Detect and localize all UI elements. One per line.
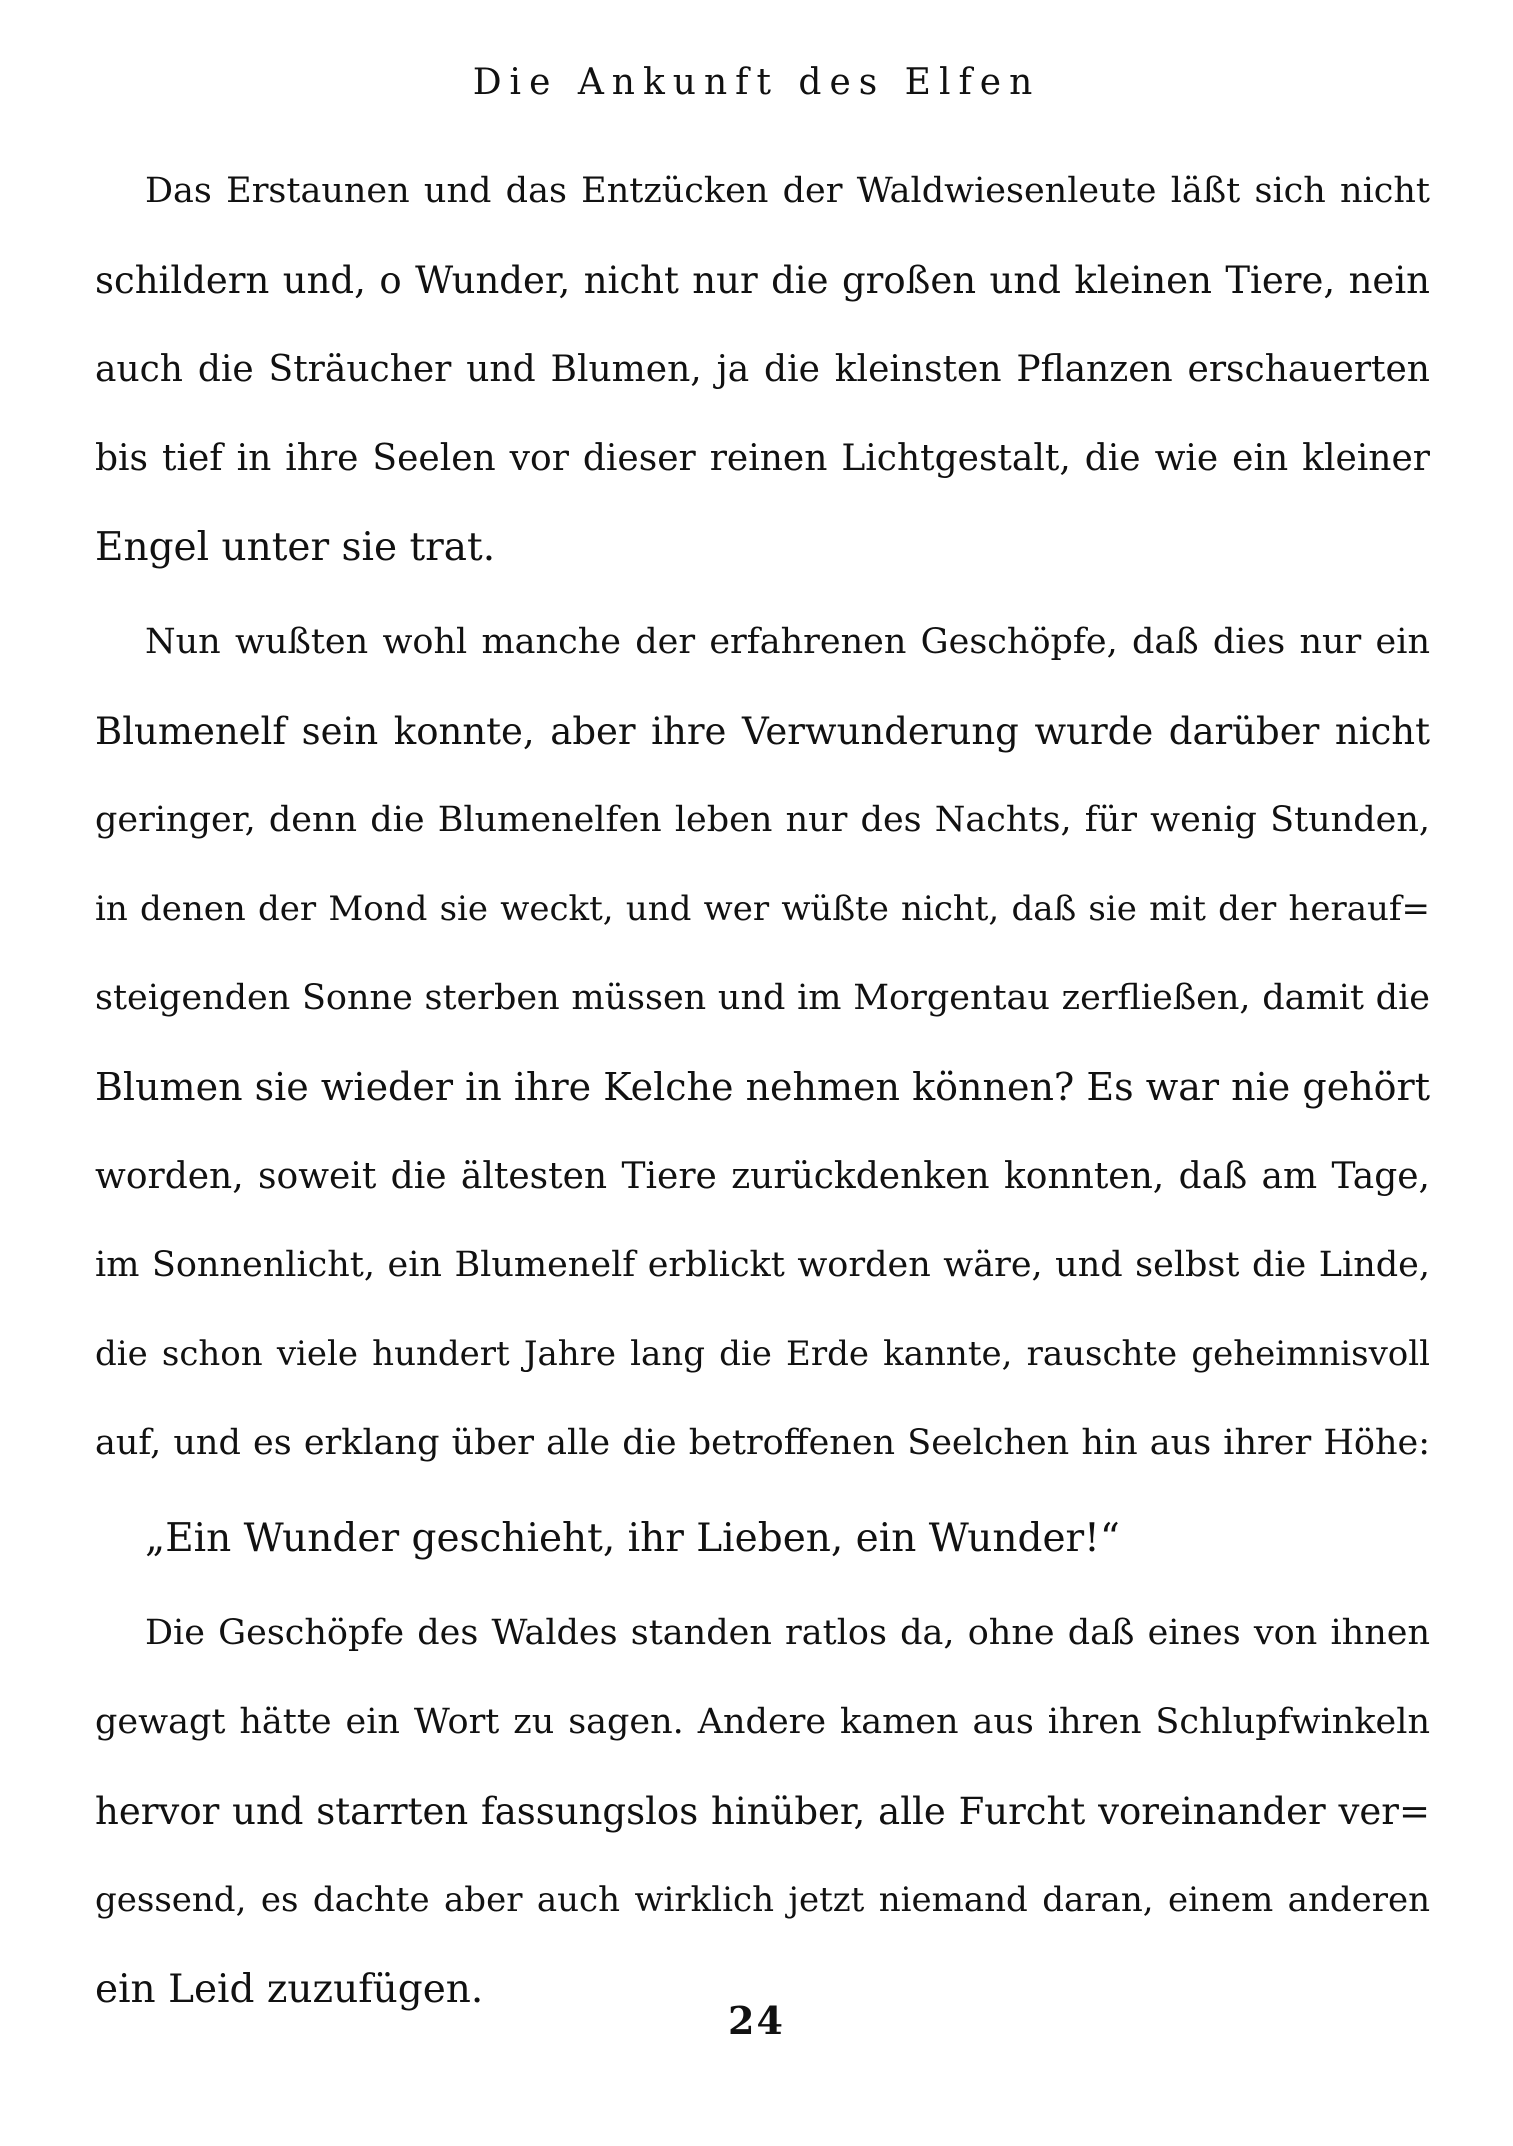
page-number: 24 (728, 1998, 785, 2043)
text-line: Das Erstaunen und das Entzücken der Waldwiesenleute läßt sich nicht (145, 171, 1430, 211)
text-line: in denen der Mond sie weckt, und wer wüßte nicht, daß sie mit der herauf= (95, 889, 1430, 929)
text-line: „Ein Wunder geschieht, ihr Lieben, ein Wunder!“ (145, 1516, 1120, 1561)
text-line: worden, soweit die ältesten Tiere zurückdenken konnten, daß am Tage, (95, 1156, 1430, 1197)
running-head: Die Ankunft des Elfen (472, 62, 1041, 103)
paragraph-2 (95, 598, 1430, 1488)
text-line: auf, und es erklang über alle die betroffenen Seelchen hin aus ihrer Höhe: (95, 1423, 1430, 1463)
text-line: ein Leid zuzufügen. (95, 1967, 484, 2012)
text-line: auch die Sträucher und Blumen, ja die kleinsten Pflanzen erschauerten (95, 349, 1430, 390)
paragraph-4 (95, 1589, 1430, 2034)
text-line: Nun wußten wohl manche der erfahrenen Geschöpfe, daß dies nur ein (145, 622, 1430, 662)
text-line: gewagt hätte ein Wort zu sagen. Andere kamen aus ihren Schlupfwinkeln (95, 1702, 1430, 1742)
paragraph-1 (95, 147, 1430, 592)
text-line: hervor und starrten fassungslos hinüber, alle Furcht voreinander ver= (95, 1790, 1430, 1833)
text-line: steigenden Sonne sterben müssen und im Morgentau zerfließen, damit die (95, 978, 1430, 1018)
body-text (95, 147, 1430, 2034)
text-line: Engel unter sie trat. (95, 525, 496, 570)
text-line: Die Geschöpfe des Waldes standen ratlos da, ohne daß eines von ihnen (145, 1613, 1430, 1653)
paragraph-3 (95, 1494, 1430, 1583)
text-line: Blumenelf sein konnte, aber ihre Verwunderung wurde darüber nicht (95, 710, 1430, 753)
text-line: die schon viele hundert Jahre lang die Erde kannte, rauschte geheimnisvoll (95, 1334, 1430, 1374)
text-line: schildern und, o Wunder, nicht nur die großen und kleinen Tiere, nein (95, 259, 1430, 302)
text-line: geringer, denn die Blumenelfen leben nur des Nachts, für wenig Stunden, (95, 800, 1430, 840)
text-line: Blumen sie wieder in ihre Kelche nehmen können? Es war nie gehört (95, 1065, 1430, 1109)
text-line: gessend, es dachte aber auch wirklich jetzt niemand daran, einem anderen (95, 1880, 1430, 1920)
text-line: bis tief in ihre Seelen vor dieser reinen Lichtgestalt, die wie ein kleiner (95, 438, 1430, 479)
text-line: im Sonnenlicht, ein Blumenelf erblickt worden wäre, und selbst die Linde, (95, 1245, 1430, 1285)
